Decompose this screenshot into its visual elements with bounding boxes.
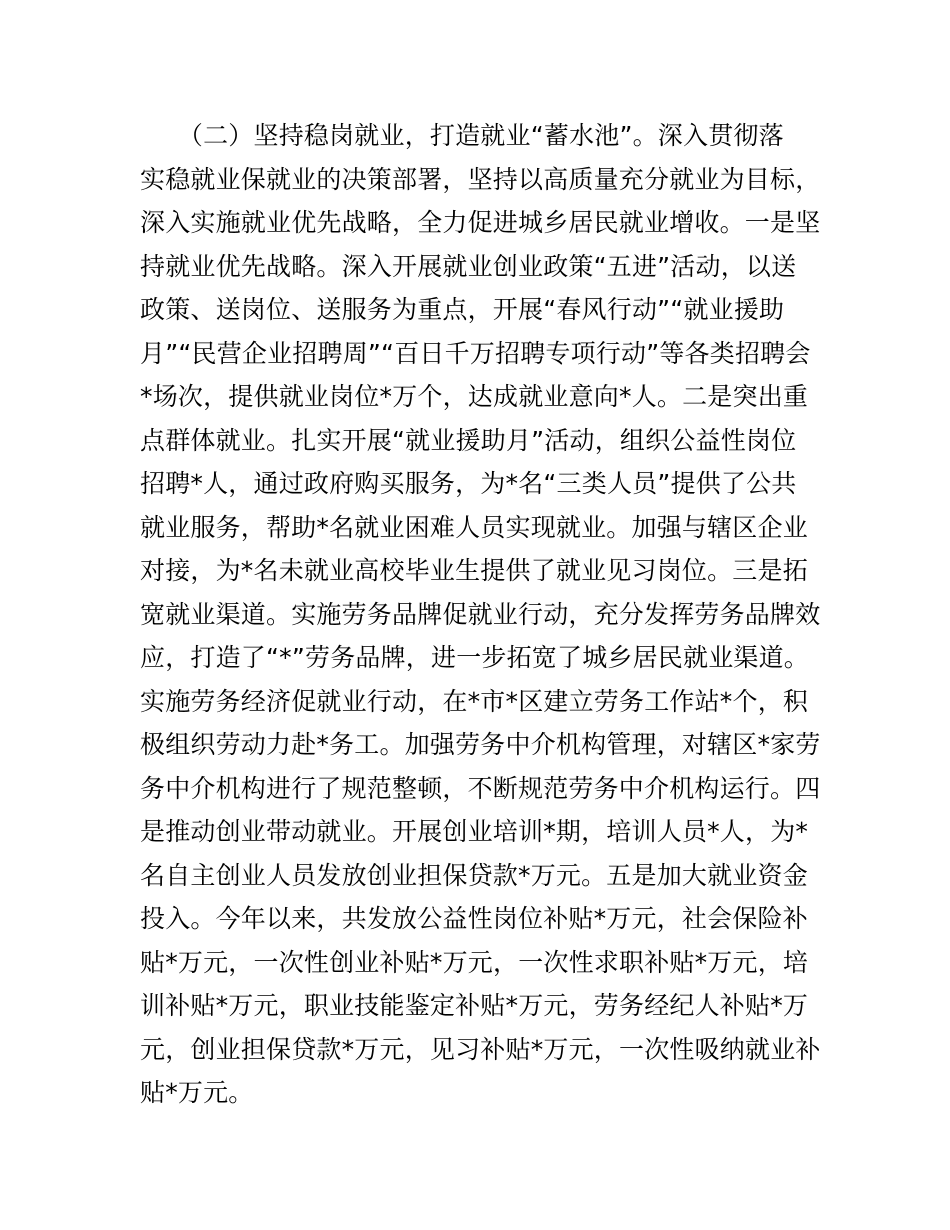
body-paragraph xyxy=(140,114,820,1115)
paragraph-line: 持就业优先战略。深入开展就业创业政策“五进”活动，以送 xyxy=(140,251,797,281)
paragraph-line: （二）坚持稳岗就业，打造就业“蓄水池”。深入贯彻落 xyxy=(140,121,784,150)
paragraph-line: 深入实施就业优先战略，全力促进城乡居民就业增收。一是坚 xyxy=(140,208,821,237)
paragraph-line: 月”“民营企业招聘周”“百日千万招聘专项行动”等各类招聘会 xyxy=(140,338,811,368)
paragraph-line: 对接，为*名未就业高校毕业生提供了就业见习岗位。三是拓 xyxy=(140,556,808,585)
paragraph-line: 是推动创业带动就业。开展创业培训*期，培训人员*人，为* xyxy=(140,817,809,846)
paragraph-line: 政策、送岗位、送服务为重点，开展“春风行动”“就业援助 xyxy=(140,295,785,324)
paragraph-line: 训补贴*万元，职业技能鉴定补贴*万元，劳务经纪人补贴*万 xyxy=(140,991,809,1020)
paragraph-line: 应，打造了“*”劳务品牌，进一步拓宽了城乡居民就业渠道。 xyxy=(140,643,810,672)
paragraph-line: 宽就业渠道。实施劳务品牌促就业行动，充分发挥劳务品牌效 xyxy=(140,599,821,629)
paragraph-line: 贴*万元，一次性创业补贴*万元，一次性求职补贴*万元，培 xyxy=(140,947,809,977)
paragraph-line: 就业服务，帮助*名就业困难人员实现就业。加强与辖区企业 xyxy=(140,512,808,542)
paragraph-line: 实稳就业保就业的决策部署，坚持以高质量充分就业为目标， xyxy=(140,164,821,194)
paragraph-line: 贴*万元。 xyxy=(140,1078,254,1107)
paragraph-line: 极组织劳动力赴*务工。加强劳务中介机构管理，对辖区*家劳 xyxy=(140,730,821,759)
paragraph-line: 实施劳务经济促就业行动，在*市*区建立劳务工作站*个，积 xyxy=(140,686,809,716)
paragraph-line: 元，创业担保贷款*万元，见习补贴*万元，一次性吸纳就业补 xyxy=(140,1034,821,1064)
paragraph-line: *场次，提供就业岗位*万个，达成就业意向*人。二是突出重 xyxy=(140,382,809,411)
paragraph-line: 招聘*人，通过政府购买服务，为*名“三类人员”提供了公共 xyxy=(140,469,797,498)
paragraph-line: 投入。今年以来，共发放公益性岗位补贴*万元，社会保险补 xyxy=(140,904,808,933)
paragraph-line: 点群体就业。扎实开展“就业援助月”活动，组织公益性岗位 xyxy=(140,425,797,455)
paragraph-line: 名自主创业人员发放创业担保贷款*万元。五是加大就业资金 xyxy=(140,860,808,890)
paragraph-line: 务中介机构进行了规范整顿，不断规范劳务中介机构运行。四 xyxy=(140,773,821,803)
